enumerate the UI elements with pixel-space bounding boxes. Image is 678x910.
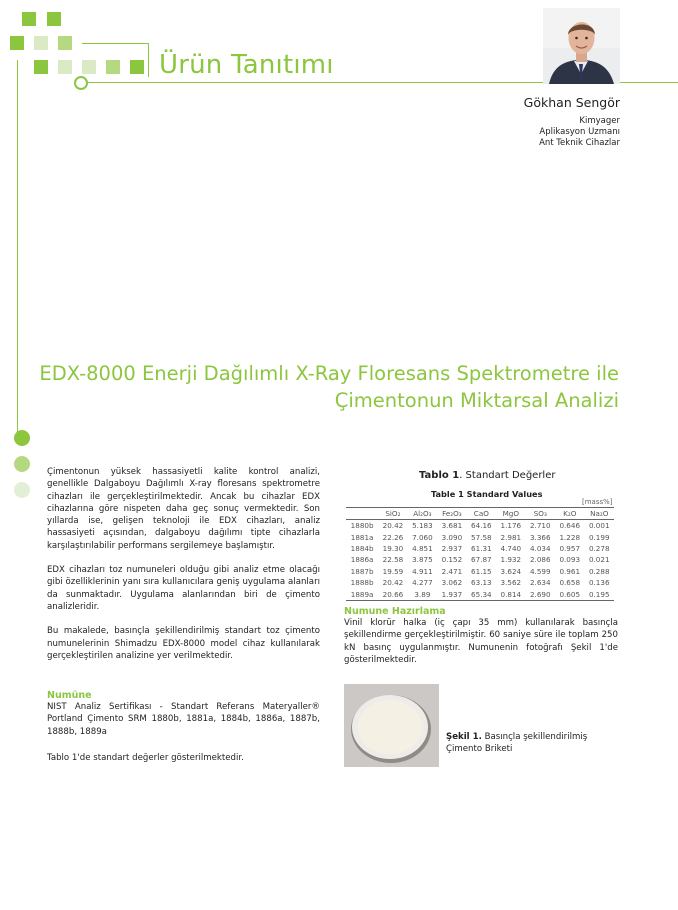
table-cell: 64.16 — [471, 521, 492, 531]
deco-dot — [14, 482, 30, 498]
deco-line — [148, 43, 149, 77]
article-title-line: Çimentonun Miktarsal Analizi — [334, 389, 619, 412]
table-cell: 0.814 — [500, 589, 522, 599]
table-row — [346, 531, 614, 542]
table-header-cell: K₂O — [563, 509, 577, 518]
table-cell: 4.740 — [500, 543, 522, 553]
author-role: Aplikasyon Uzmanı — [539, 127, 620, 137]
table-row — [346, 588, 614, 600]
figure-caption-label: Şekil 1. — [446, 732, 482, 742]
table-caption-label: Tablo 1 — [419, 470, 460, 481]
table-cell: 4.851 — [412, 543, 433, 553]
author-company: Ant Teknik Cihazlar — [539, 138, 620, 148]
table-cell: 3.090 — [441, 532, 463, 542]
table-header-cell: MgO — [502, 509, 520, 518]
table-cell: 61.15 — [471, 566, 492, 576]
table-cell: 65.34 — [471, 589, 492, 599]
deco-dot — [14, 456, 30, 472]
table-row-label: 1888b — [350, 578, 374, 588]
table-cell: 19.59 — [382, 566, 404, 576]
table-cell: 22.58 — [382, 555, 404, 565]
table-row — [346, 566, 614, 577]
table-inner-title: Table 1 Standard Values — [431, 489, 543, 499]
table-row-label: 1889a — [350, 589, 374, 599]
scope-paragraph: Bu makalede, basınçla şekillendirilmiş standart toz çimento numunelerinin Shimadzu EDX-8000 model cihaz kullanılarak gerçekleştirilen analizine yer verilmektedir. — [47, 626, 320, 661]
table-header-cell: SiO₂ — [385, 509, 401, 518]
article-title-line: EDX-8000 Enerji Dağılımlı X-Ray Floresans Spektrometre ile — [39, 362, 619, 385]
sample-text: NIST Analiz Sertifikası - Standart Referans Materyaller® Portland Çimento SRM 1880b, 1881a, 1884b, 1886a, 1887b, 1888b, 1889a — [47, 702, 320, 737]
table-cell: 2.981 — [500, 532, 522, 542]
deco-ring — [74, 76, 88, 90]
figure-caption-text: Basınçla şekillendirilmiş Çimento Briketi — [446, 732, 588, 754]
table-cell: 20.42 — [382, 521, 404, 531]
table-cell: 0.605 — [559, 589, 581, 599]
figure-caption — [446, 731, 616, 755]
prep-text: Vinil klorür halka (iç çapı 35 mm) kullanılarak basınçla şekillendirme gerçekleştirilmiştir. 60 saniye süre ile toplam 250 kN basınç uygulanmıştır. Numunenin fotoğrafı Şekil 1'de gösterilmektedir. — [344, 618, 618, 665]
table-header-cell: CaO — [473, 509, 489, 518]
deco-square — [58, 60, 72, 74]
table-header-cell: Fe₂O₃ — [442, 509, 462, 518]
table-cell: 0.195 — [588, 589, 610, 599]
table-row — [346, 577, 614, 588]
table-header-row — [346, 508, 614, 520]
table-cell: 20.42 — [382, 578, 404, 588]
deco-square — [82, 60, 96, 74]
deco-square — [10, 36, 24, 50]
table-cell: 3.062 — [441, 578, 463, 588]
deco-square — [34, 60, 48, 74]
table-header-cell: Na₂O — [590, 509, 609, 518]
edx-paragraph: EDX cihazları toz numuneleri olduğu gibi analiz etme olacağı gibi özelliklerinin yanı sıra kullanıcılara geniş uygulama alanları da sunmaktadır. Uygulama alanlarından biri de çimento analizleridir. — [47, 565, 320, 612]
table-row-label: 1880b — [350, 521, 374, 531]
author-name: Gökhan Sengör — [523, 95, 620, 110]
table-cell: 0.001 — [588, 521, 610, 531]
table-cell: 5.183 — [412, 521, 433, 531]
table-cell: 2.086 — [529, 555, 551, 565]
table-cell: 0.152 — [441, 555, 463, 565]
table-cell: 1.932 — [500, 555, 522, 565]
table-cell: 57.58 — [471, 532, 492, 542]
table-cell: 22.26 — [382, 532, 404, 542]
table-cell: 7.060 — [412, 532, 433, 542]
table-cell: 0.961 — [559, 566, 581, 576]
table-row-label: 1881a — [350, 532, 374, 542]
article-title — [19, 360, 619, 414]
table-cell: 0.199 — [588, 532, 610, 542]
briquette-photo — [344, 684, 439, 767]
table-cell: 1.228 — [559, 532, 581, 542]
section-title: Ürün Tanıtımı — [159, 50, 334, 80]
deco-square — [130, 60, 144, 74]
deco-square — [58, 36, 72, 50]
prep-heading: Numune Hazırlama — [344, 606, 446, 617]
deco-square — [47, 12, 61, 26]
table-cell: 4.599 — [529, 566, 551, 576]
table-caption — [419, 470, 555, 481]
table-row — [346, 543, 614, 554]
deco-dot — [14, 430, 30, 446]
table-cell: 2.690 — [529, 589, 551, 599]
prep-section — [344, 606, 618, 666]
table-cell: 2.710 — [529, 521, 551, 531]
table-cell: 2.634 — [529, 578, 551, 588]
table-cell: 4.911 — [412, 566, 433, 576]
table-reference: Tablo 1'de standart değerler gösterilmektedir. — [47, 753, 244, 764]
table-cell: 67.87 — [471, 555, 492, 565]
table-cell: 2.937 — [441, 543, 463, 553]
table-cell: 0.658 — [559, 578, 581, 588]
table-header-cell: Al₂O₃ — [413, 509, 432, 518]
table-cell: 1.937 — [441, 589, 463, 599]
table-cell: 0.288 — [588, 566, 610, 576]
table-cell: 4.034 — [529, 543, 551, 553]
table-cell: 3.366 — [529, 532, 551, 542]
table-cell: 1.176 — [500, 521, 522, 531]
table-cell: 19.30 — [382, 543, 404, 553]
table-row-label: 1884b — [350, 543, 374, 553]
table-header-cell: SO₃ — [533, 509, 547, 518]
table-caption-text: . Standart Değerler — [459, 470, 556, 481]
deco-vertical-line — [17, 60, 18, 432]
deco-square — [106, 60, 120, 74]
table-cell: 4.277 — [412, 578, 433, 588]
table-cell: 0.136 — [588, 578, 610, 588]
table-cell: 0.278 — [588, 543, 610, 553]
deco-line — [82, 43, 148, 44]
author-title: Kimyager — [579, 116, 620, 126]
table-cell: 3.624 — [500, 566, 522, 576]
table-cell: 3.681 — [441, 521, 463, 531]
table-cell: 20.66 — [382, 589, 404, 599]
author-photo — [543, 8, 620, 84]
table-cell: 0.093 — [559, 555, 581, 565]
table-cell: 3.562 — [500, 578, 522, 588]
standard-values-table-wrap — [346, 507, 614, 601]
table-cell: 3.89 — [414, 589, 431, 599]
table-cell: 0.646 — [559, 521, 581, 531]
standard-values-table — [346, 507, 614, 601]
intro-paragraph: Çimentonun yüksek hassasiyetli kalite kontrol analizi, genellikle Dalgaboyu Dağılımlı X-ray floresans spektrometre cihazları ile gerçekleştirilmektedir. Ancak bu cihazlar EDX cihazlarına göre nispeten daha geç sonuç vermektedir. Son yıllarda ise, gelişen teknoloji ile EDX cihazları, analiz hassasiyeti açısından, dalgaboyu dağılımı tipte cihazlarla karşılaştırılabilir performans sergilemeye başlamıştır. — [47, 467, 320, 551]
table-row — [346, 554, 614, 565]
table-cell: 61.31 — [471, 543, 492, 553]
table-cell: 3.875 — [412, 555, 433, 565]
table-unit: [mass%] — [582, 498, 613, 506]
table-cell: 0.957 — [559, 543, 581, 553]
table-row — [346, 520, 614, 532]
deco-square — [34, 36, 48, 50]
table-cell: 0.021 — [588, 555, 610, 565]
deco-square — [22, 12, 36, 26]
sample-heading: Numüne — [47, 690, 92, 702]
left-column — [47, 466, 320, 764]
table-cell: 63.13 — [471, 578, 492, 588]
table-row-label: 1887b — [350, 566, 374, 576]
table-cell: 2.471 — [441, 566, 463, 576]
table-row-label: 1886a — [350, 555, 374, 565]
table-header-cell — [346, 508, 378, 520]
